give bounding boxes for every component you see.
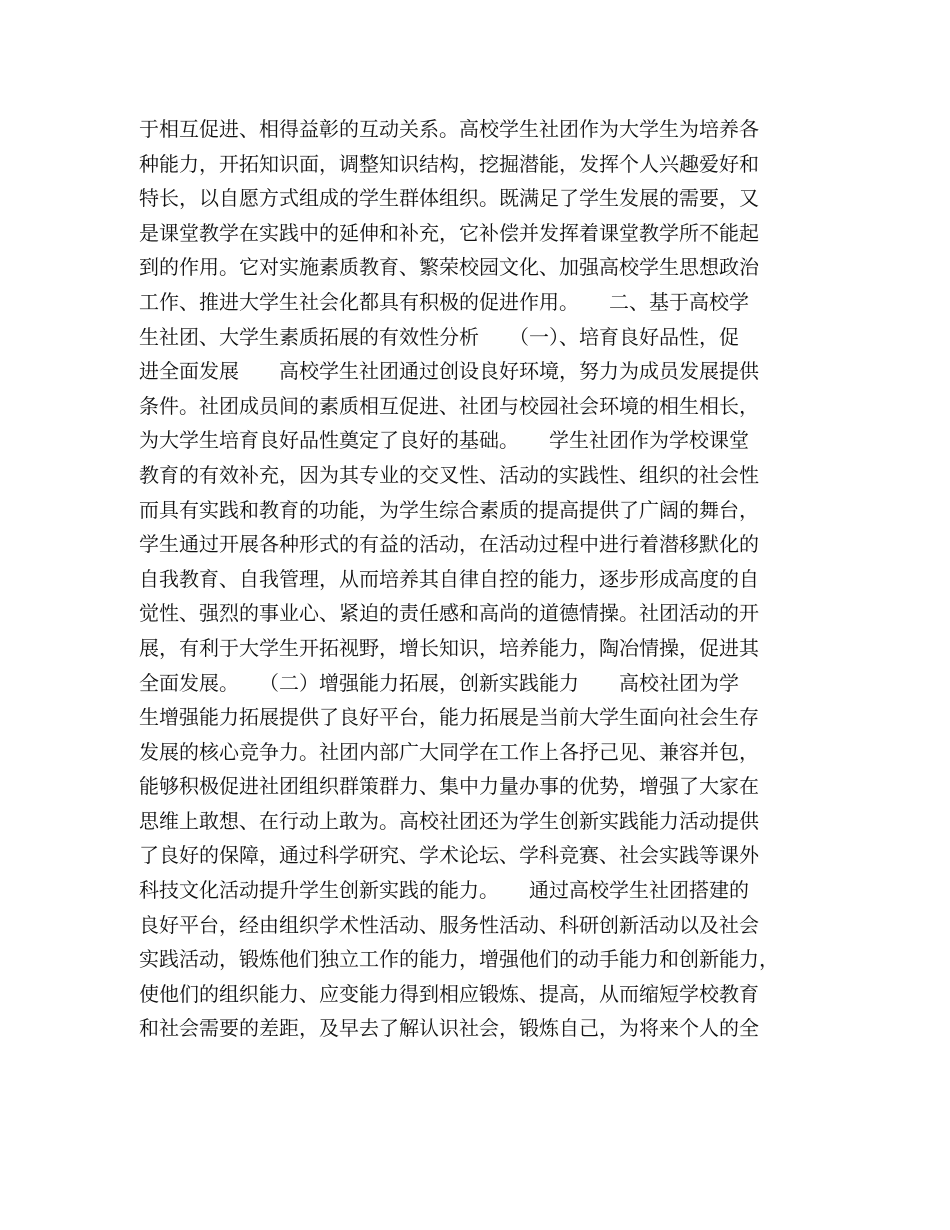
text-line-8: 进全面发展 高校学生社团通过创设良好环境，努力为成员发展提供 bbox=[139, 359, 759, 384]
text-line-26: 使他们的组织能力、应变能力得到相应锻炼、提高，从而缩短学校教育 bbox=[139, 981, 759, 1006]
text-line-21: 思维上敢想、在行动上敢为。高校社团还为学生创新实践能力活动提供 bbox=[139, 808, 759, 833]
text-line-3: 特长，以自愿方式组成的学生群体组织。既满足了学生发展的需要，又 bbox=[139, 186, 759, 211]
text-line-20: 能够积极促进社团组织群策群力、集中力量办事的优势，增强了大家在 bbox=[139, 774, 759, 799]
text-line-1: 于相互促进、相得益彰的互动关系。高校学生社团作为大学生为培养各 bbox=[139, 117, 759, 141]
text-line-18: 生增强能力拓展提供了良好平台，能力拓展是当前大学生面向社会生存 bbox=[139, 705, 759, 730]
text-line-4: 是课堂教学在实践中的延伸和补充，它补偿并发挥着课堂教学所不能起 bbox=[139, 220, 759, 245]
text-line-12: 而具有实践和教育的功能，为学生综合素质的提高提供了广阔的舞台， bbox=[139, 497, 759, 522]
text-line-2: 种能力，开拓知识面，调整知识结构，挖掘潜能，发挥个人兴趣爱好和 bbox=[139, 151, 759, 176]
text-line-16: 展，有利于大学生开拓视野，增长知识，培养能力，陶冶情操，促进其 bbox=[139, 635, 759, 660]
text-line-5: 到的作用。它对实施素质教育、繁荣校园文化、加强高校学生思想政治 bbox=[139, 255, 759, 280]
text-line-15: 觉性、强烈的事业心、紧迫的责任感和高尚的道德情操。社团活动的开 bbox=[139, 601, 759, 626]
text-line-10: 为大学生培育良好品性奠定了良好的基础。 学生社团作为学校课堂 bbox=[139, 428, 749, 453]
text-line-7: 生社团、大学生素质拓展的有效性分析 （一）、培育良好品性，促 bbox=[139, 324, 739, 349]
text-line-22: 了良好的保障，通过科学研究、学术论坛、学科竞赛、社会实践等课外 bbox=[139, 843, 759, 868]
text-line-24: 良好平台，经由组织学术性活动、服务性活动、科研创新活动以及社会 bbox=[139, 912, 759, 937]
text-line-13: 学生通过开展各种形式的有益的活动，在活动过程中进行着潜移默化的 bbox=[139, 532, 759, 557]
text-line-27: 和社会需要的差距，及早去了解认识社会，锻炼自己，为将来个人的全 bbox=[139, 1016, 759, 1041]
text-line-19: 发展的核心竞争力。社团内部广大同学在工作上各抒己见、兼容并包， bbox=[139, 739, 759, 764]
body-text bbox=[139, 112, 829, 1046]
text-line-9: 条件。社团成员间的素质相互促进、社团与校园社会环境的相生相长， bbox=[139, 393, 759, 418]
text-line-11: 教育的有效补充，因为其专业的交叉性、活动的实践性、组织的社会性 bbox=[139, 462, 759, 487]
text-line-23: 科技文化活动提升学生创新实践的能力。 通过高校学生社团搭建的 bbox=[139, 878, 749, 903]
text-line-17: 全面发展。 （二）增强能力拓展，创新实践能力 高校社团为学 bbox=[139, 670, 739, 695]
text-line-6: 工作、推进大学生社会化都具有积极的促进作用。 二、基于高校学 bbox=[139, 289, 749, 314]
text-line-25: 实践活动，锻炼他们独立工作的能力，增强他们的动手能力和创新能力， bbox=[139, 947, 779, 972]
text-line-14: 自我教育、自我管理，从而培养其自律自控的能力，逐步形成高度的自 bbox=[139, 566, 759, 591]
